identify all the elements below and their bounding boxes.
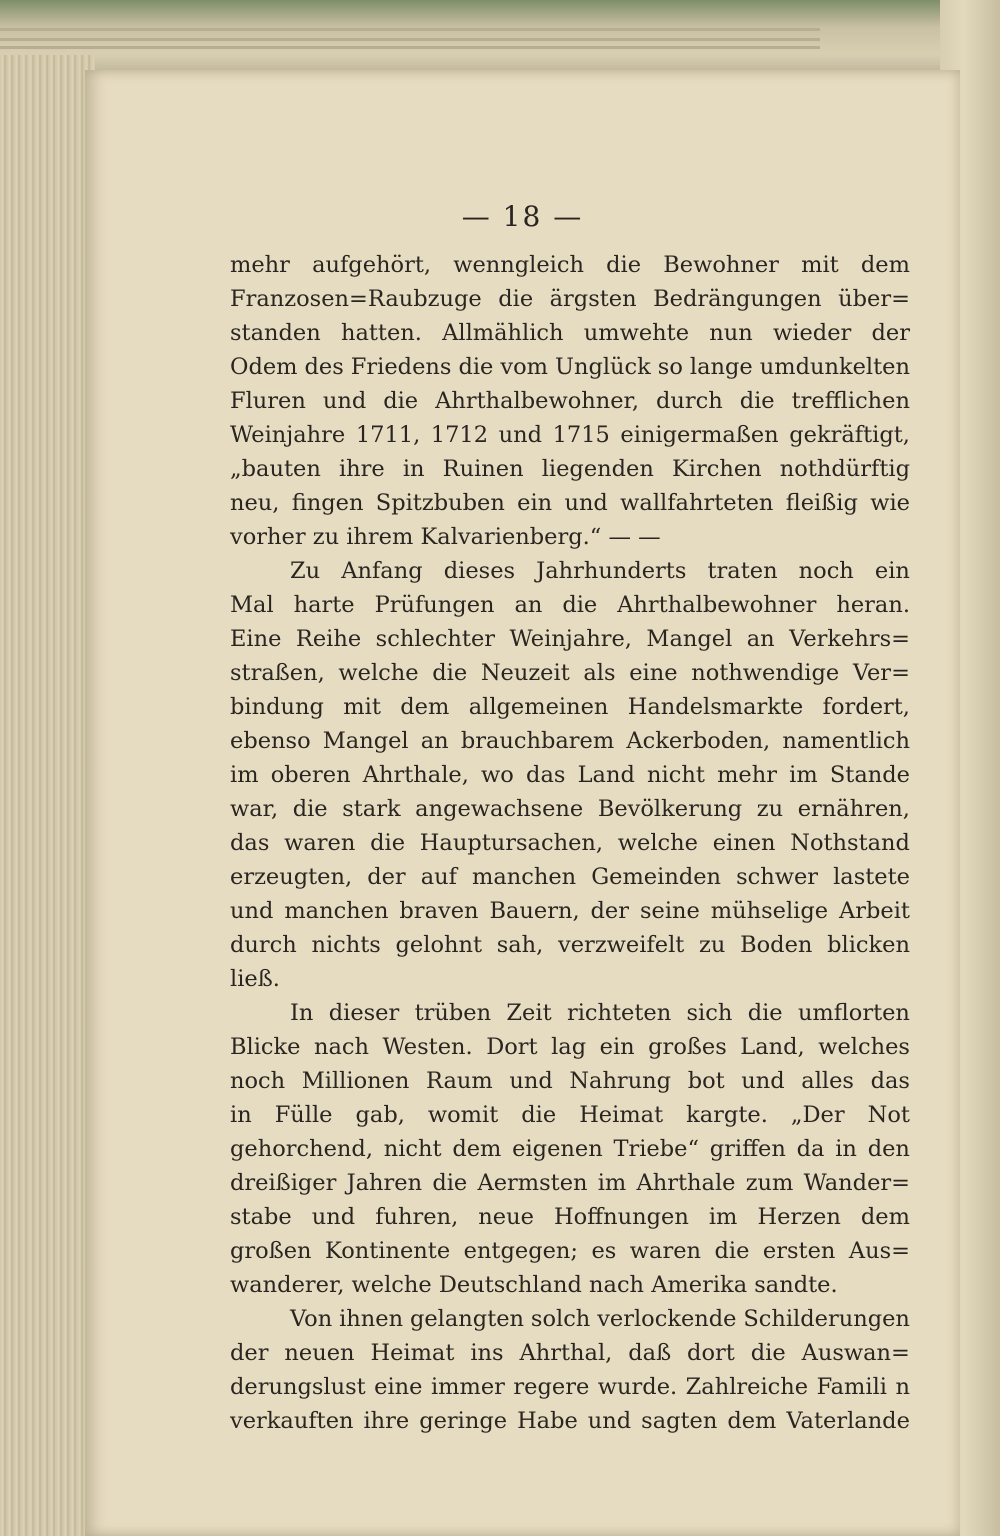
text-line: das waren die Hauptursachen, welche einen Nothstand	[230, 830, 910, 856]
text-line: Mal harte Prüfungen an die Ahrthalbewohner heran.	[230, 592, 910, 618]
page-stack-left	[0, 55, 95, 1536]
page-number: — 18 —	[461, 200, 584, 233]
text-line: Odem des Friedens die vom Unglück so lange umdunkelten	[230, 354, 910, 380]
text-line: Fluren und die Ahrthalbewohner, durch die trefflichen	[230, 388, 910, 414]
text-line: noch Millionen Raum und Nahrung bot und alles das	[230, 1068, 910, 1094]
body-text	[230, 248, 910, 1438]
text-line: ließ.	[230, 966, 280, 992]
text-line: war, die stark angewachsene Bevölkerung zu ernähren,	[230, 796, 910, 822]
text-line: Weinjahre 1711, 1712 und 1715 einigermaßen gekräftigt,	[230, 422, 910, 448]
text-line: in Fülle gab, womit die Heimat kargte. „Der Not	[230, 1102, 910, 1128]
text-line: vorher zu ihrem Kalvarienberg.“ — —	[230, 524, 661, 550]
text-line: der neuen Heimat ins Ahrthal, daß dort die Auswan=	[230, 1340, 910, 1366]
book-page	[85, 70, 960, 1536]
text-line: Eine Reihe schlechter Weinjahre, Mangel an Verkehrs=	[230, 626, 910, 652]
text-line: durch nichts gelohnt sah, verzweifelt zu Boden blicken	[230, 932, 910, 958]
text-line: „bauten ihre in Ruinen liegenden Kirchen nothdürftig	[230, 456, 910, 482]
text-line: wanderer, welche Deutschland nach Amerika sandte.	[230, 1272, 838, 1298]
text-line: erzeugten, der auf manchen Gemeinden schwer lastete	[230, 864, 910, 890]
text-line: bindung mit dem allgemeinen Handelsmarkte fordert,	[230, 694, 910, 720]
text-line: straßen, welche die Neuzeit als eine nothwendige Ver=	[230, 660, 910, 686]
text-line: Franzosen=Raubzuge die ärgsten Bedrängungen über=	[230, 286, 910, 312]
text-line: ebenso Mangel an brauchbarem Ackerboden, namentlich	[230, 728, 910, 754]
text-line: Von ihnen gelangten solch verlockende Schilderungen	[290, 1306, 910, 1332]
text-line: derungslust eine immer regere wurde. Zahlreiche Famili n	[230, 1374, 910, 1400]
text-line: standen hatten. Allmählich umwehte nun wieder der	[230, 320, 910, 346]
text-line: und manchen braven Bauern, der seine mühselige Arbeit	[230, 898, 910, 924]
text-line: gehorchend, nicht dem eigenen Triebe“ griffen da in den	[230, 1136, 910, 1162]
text-line: Zu Anfang dieses Jahrhunderts traten noch ein	[290, 558, 910, 584]
text-line: verkauften ihre geringe Habe und sagten dem Vaterlande	[230, 1408, 910, 1434]
text-line: Blicke nach Westen. Dort lag ein großes Land, welches	[230, 1034, 910, 1060]
text-line: im oberen Ahrthale, wo das Land nicht mehr im Stande	[230, 762, 910, 788]
text-line: dreißiger Jahren die Aermsten im Ahrthale zum Wander=	[230, 1170, 910, 1196]
text-line: In dieser trüben Zeit richteten sich die umflorten	[290, 1000, 910, 1026]
text-line: mehr aufgehört, wenngleich die Bewohner mit dem	[230, 252, 910, 278]
text-line: neu, fingen Spitzbuben ein und wallfahrteten fleißig wie	[230, 490, 910, 516]
text-line: stabe und fuhren, neue Hoffnungen im Herzen dem	[230, 1204, 910, 1230]
text-line: großen Kontinente entgegen; es waren die ersten Aus=	[230, 1238, 910, 1264]
